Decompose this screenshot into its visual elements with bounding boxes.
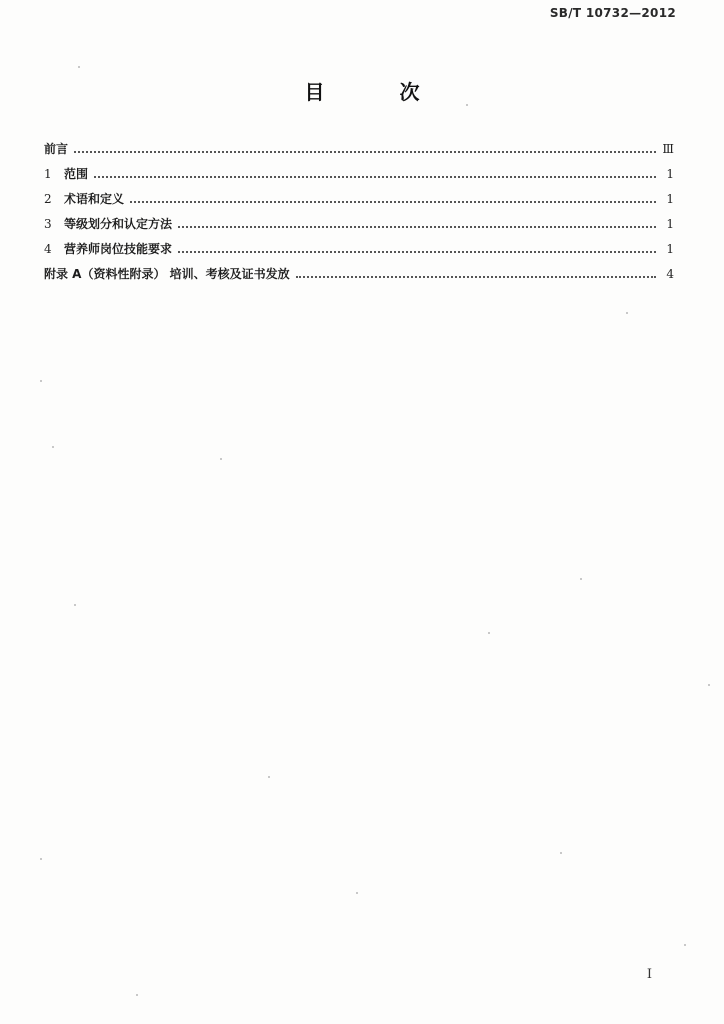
scan-speck <box>560 852 562 854</box>
scan-speck <box>268 776 270 778</box>
toc-entry-number: 3 <box>44 217 52 231</box>
toc-entry-number: 2 <box>44 192 52 206</box>
toc-entry-skills[interactable] <box>44 240 674 265</box>
scan-speck <box>40 380 42 382</box>
scan-speck <box>356 892 358 894</box>
toc-entry-appendix-a[interactable] <box>44 265 674 290</box>
toc-entry-number: 1 <box>44 167 52 181</box>
toc-leader-dots <box>178 251 656 253</box>
toc-title: 目 次 <box>304 80 454 104</box>
toc-entry-grading[interactable] <box>44 215 674 240</box>
toc-entry-page: 1 <box>666 192 674 206</box>
toc-entry-terms[interactable] <box>44 190 674 215</box>
toc-entry-scope[interactable] <box>44 165 674 190</box>
toc-entry-label: 营养师岗位技能要求 <box>64 242 173 256</box>
scan-speck <box>52 446 54 448</box>
scan-speck <box>580 578 582 580</box>
page-number: I <box>646 967 652 982</box>
toc-entry-page: 1 <box>666 167 674 181</box>
toc-entry-label: 前言 <box>44 142 69 156</box>
scan-speck <box>626 312 628 314</box>
scan-speck <box>684 944 686 946</box>
toc-entry-number: 4 <box>44 242 52 256</box>
standard-code: SB/T 10732—2012 <box>549 6 676 20</box>
toc-entry-label: 范围 <box>64 167 89 181</box>
table-of-contents <box>44 140 674 290</box>
toc-entry-foreword[interactable] <box>44 140 674 165</box>
scan-speck <box>40 858 42 860</box>
scan-speck <box>74 604 76 606</box>
toc-leader-dots <box>130 201 656 203</box>
scan-speck <box>488 632 490 634</box>
toc-entry-page: 1 <box>666 242 674 256</box>
scan-speck <box>466 104 468 106</box>
toc-entry-label: 术语和定义 <box>64 192 125 206</box>
toc-entry-page: 1 <box>666 217 674 231</box>
toc-entry-page: 4 <box>666 267 674 281</box>
toc-leader-dots <box>178 226 656 228</box>
scan-speck <box>708 684 710 686</box>
toc-entry-page: Ⅲ <box>662 142 674 156</box>
toc-leader-dots <box>74 151 656 153</box>
scan-speck <box>220 458 222 460</box>
toc-leader-dots <box>94 176 656 178</box>
toc-entry-label: 等级划分和认定方法 <box>64 217 173 231</box>
scan-speck <box>136 994 138 996</box>
toc-entry-label: 附录 A（资料性附录） 培训、考核及证书发放 <box>44 267 290 281</box>
scan-speck <box>78 66 80 68</box>
toc-leader-dots <box>296 276 656 278</box>
